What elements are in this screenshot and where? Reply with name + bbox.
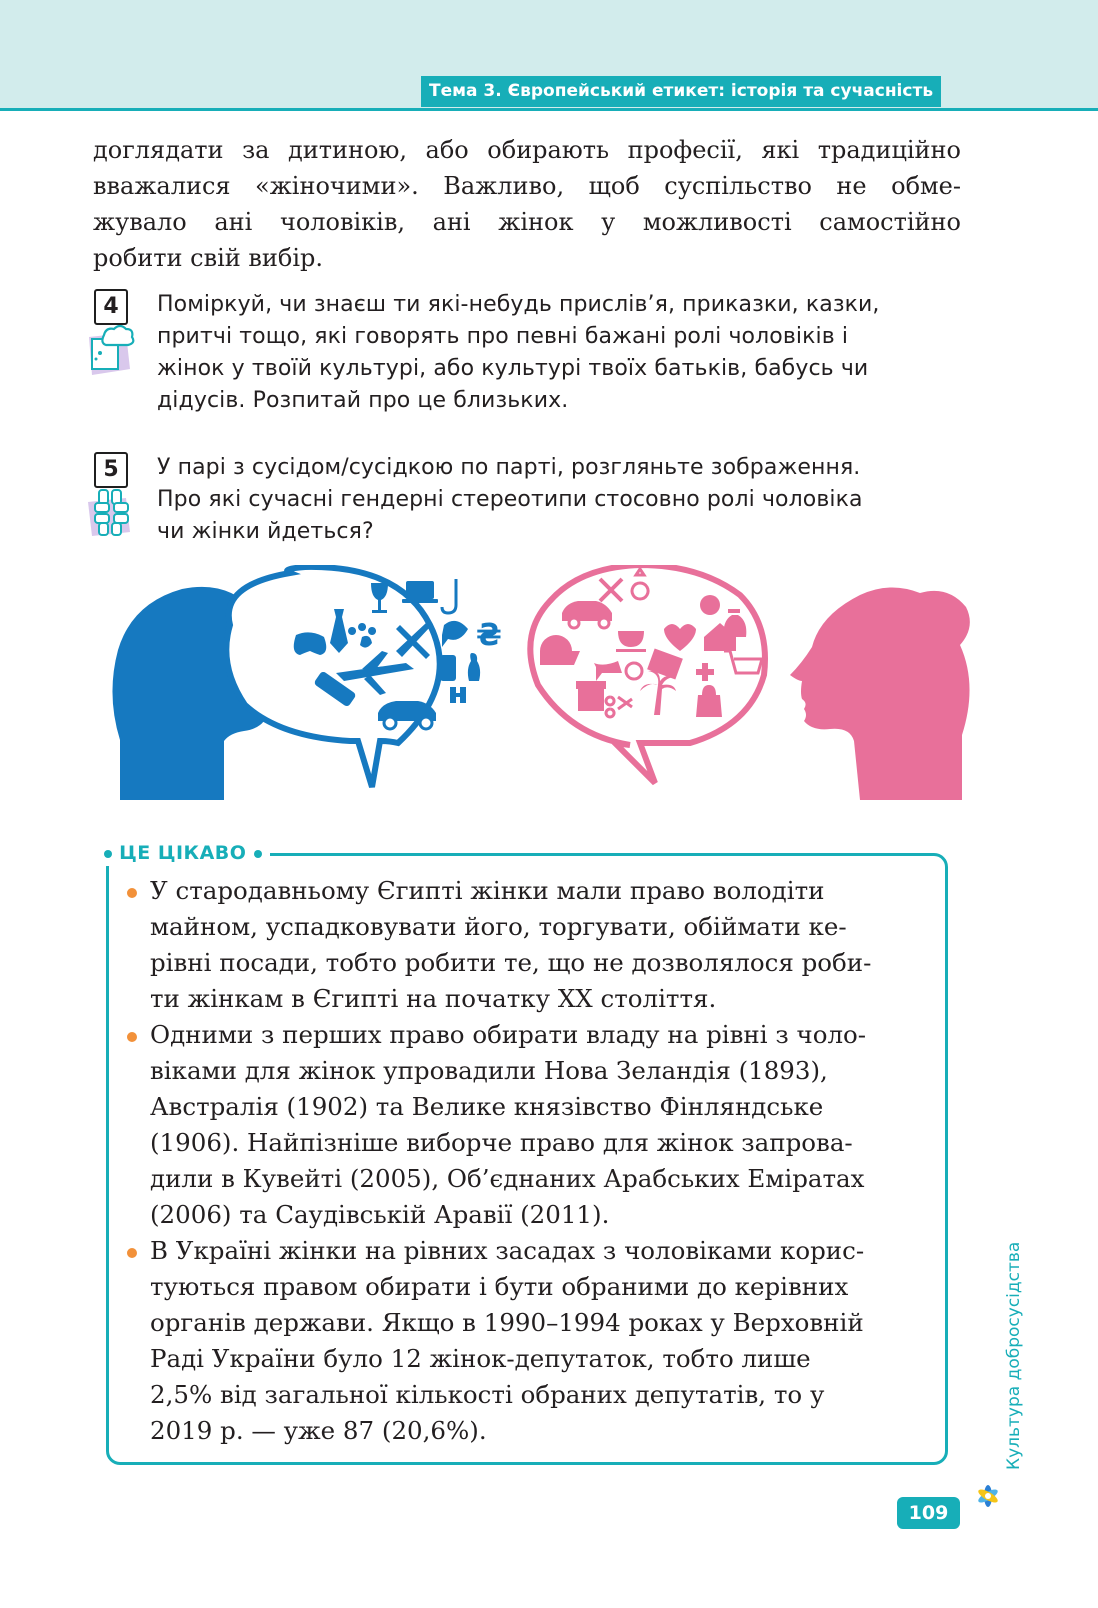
fact-item — [127, 1017, 927, 1233]
task-line: чи жінки йдеться? — [157, 519, 374, 544]
hryvnia-icon: ₴ — [476, 618, 502, 653]
intro-line: жувало ані чоловіків, ані жінок у можливості самостійно — [93, 208, 961, 236]
task-line: дідусів. Розпитай про це близьких. — [157, 388, 569, 413]
fact-line: туються правом обирати і бути обраними до керівних — [150, 1272, 849, 1301]
task-line: Про які сучасні гендерні стереотипи стосовно ролі чоловіка — [157, 487, 863, 512]
fact-item — [127, 1233, 927, 1449]
fact-line: В Україні жінки на рівних засадах з чоловіками корис- — [150, 1236, 865, 1265]
task-number: 4 — [94, 289, 128, 325]
gift-icon — [576, 681, 606, 711]
fact-line: ти жінкам в Єгипті на початку ХХ століття. — [150, 984, 717, 1013]
page-number: 109 — [897, 1497, 960, 1529]
intro-line: вважалися «жіночими». Важливо, щоб суспільство не обме- — [93, 172, 961, 200]
fact-line: (1906). Найпізніше виборче право для жінок запрова- — [150, 1128, 853, 1157]
topic-label: Тема 3. Європейський етикет: історія та сучасність — [421, 76, 941, 107]
intro-line: доглядати за дитиною, або обирають професії, які традиційно — [93, 136, 961, 164]
fact-line: майном, успадковувати його, торгувати, обіймати ке- — [150, 912, 847, 941]
fact-item — [127, 873, 927, 1017]
fact-line: віками для жінок упровадили Нова Зеландія (1893), — [150, 1056, 828, 1085]
task-line: притчі тощо, які говорять про певні бажані ролі чоловіків і — [157, 324, 849, 349]
dot-icon — [254, 850, 262, 858]
fact-line: органів держави. Якщо в 1990–1994 роках у Верховній — [150, 1308, 864, 1337]
flower-icon — [973, 1481, 1003, 1515]
fact-line: 2019 р. — уже 87 (20,6%). — [150, 1416, 487, 1445]
task-line: жінок у твоїй культурі, або культурі твоїх батьків, бабусь чи — [157, 356, 869, 381]
pair-work-hands-icon — [86, 488, 138, 542]
section-title-vertical: Культура добросусідства — [1004, 1241, 1024, 1470]
fact-line: (2006) та Саудівській Аравії (2011). — [150, 1200, 610, 1229]
fact-list — [127, 873, 927, 1449]
intro-line: робити свій вибір. — [93, 244, 324, 272]
fact-line: дили в Кувейті (2005), Об’єднаних Арабських Еміратах — [150, 1164, 865, 1193]
female-speech-bubble — [530, 565, 765, 783]
fact-line: Одними з перших право обирати владу на рівні з чоло- — [150, 1020, 867, 1049]
fact-line: Раді України було 12 жінок-депутаток, тобто лише — [150, 1344, 811, 1373]
fact-line: 2,5% від загальної кількості обраних депутатів, то у — [150, 1380, 825, 1409]
fact-box-title — [98, 840, 270, 866]
task-line: Поміркуй, чи знаєш ти які-небудь прислів’я, приказки, казки, — [157, 292, 880, 317]
dumbbell-icon — [450, 687, 466, 703]
fact-line: рівні посади, тобто робити те, що не дозволялося роби- — [150, 948, 872, 977]
thought-cloud-icon — [86, 325, 136, 381]
task-number: 5 — [94, 452, 128, 488]
fact-line: У стародавньому Єгипті жінки мали право володіти — [150, 876, 825, 905]
fact-line: Австралія (1902) та Велике князівство Фінляндське — [150, 1092, 824, 1121]
phone-icon — [440, 655, 456, 681]
apple-icon — [700, 595, 720, 615]
fish-hook-icon — [442, 579, 456, 613]
female-head-silhouette — [790, 587, 970, 800]
bowling-icon — [468, 653, 480, 681]
laptop-icon — [406, 581, 434, 599]
dot-icon — [104, 850, 112, 858]
fish-icon — [442, 621, 468, 647]
fact-box-title-text: ЦЕ ЦІКАВО — [119, 842, 247, 864]
task-line: У парі з сусідом/сусідкою по парті, розгляньте зображення. — [157, 455, 861, 480]
gender-stereotypes-illustration — [100, 565, 980, 809]
